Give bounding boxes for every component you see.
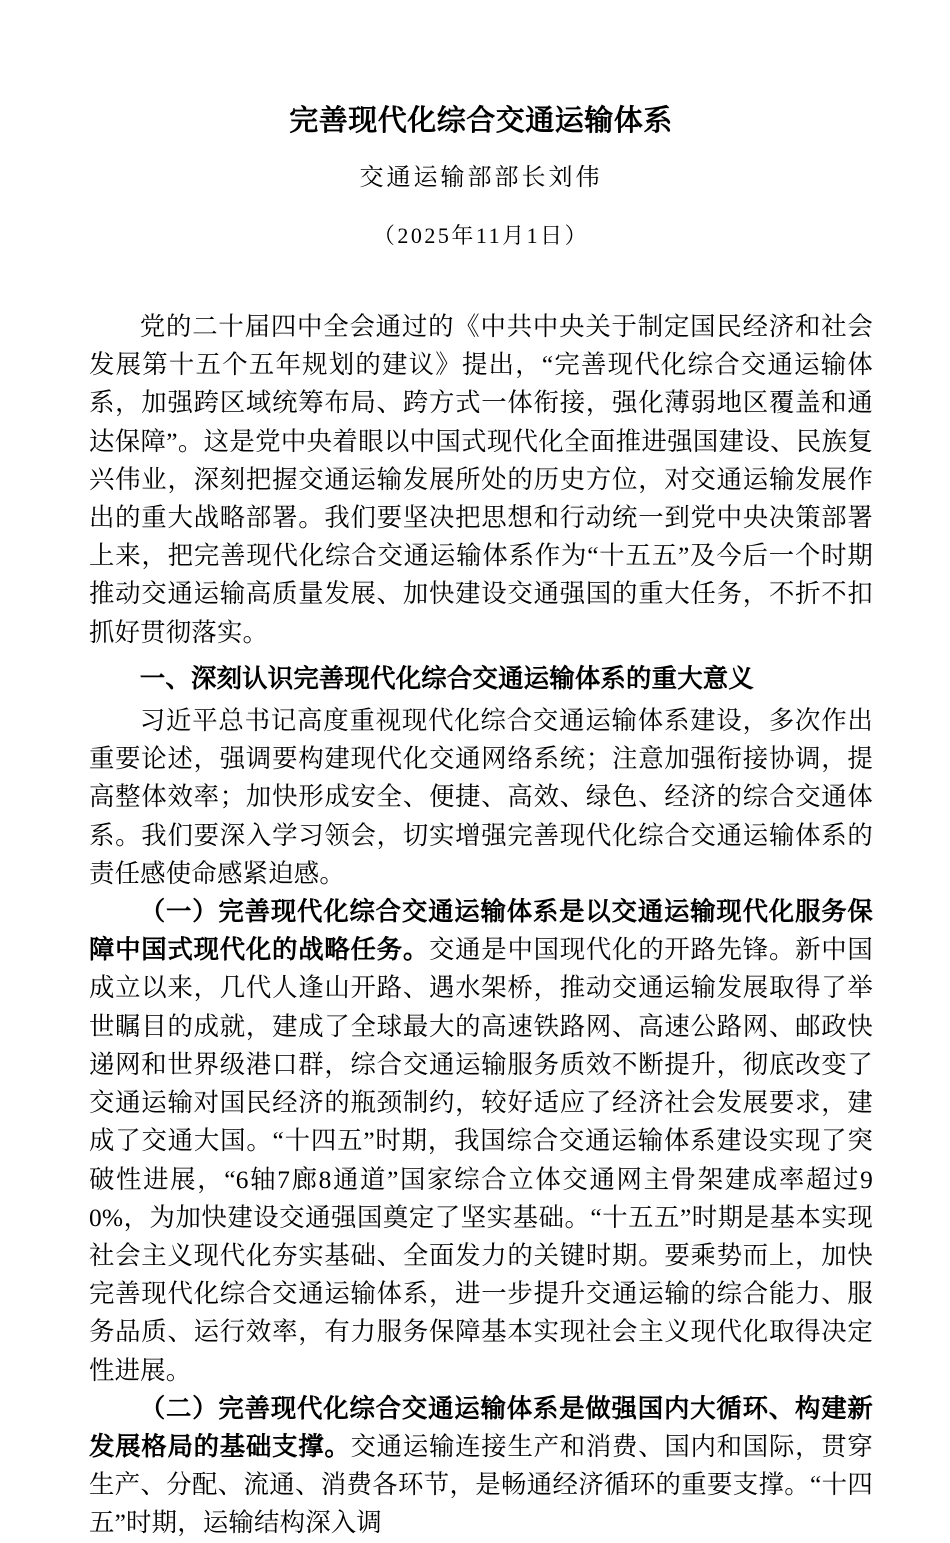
- subsection-2-body: 交通运输连接生产和消费、国内和国际，贯穿生产、分配、流通、消费各环节，是畅通经济循环的重要支撑。“十四五”时期，运输结构深入调: [89, 1432, 874, 1538]
- section-heading-1: 一、深刻认识完善现代化综合交通运输体系的重大意义: [139, 664, 754, 693]
- page-content-column: [89, 0, 873, 1543]
- subsection-1-body: 交通是中国现代化的开路先锋。新中国成立以来，几代人逢山开路、遇水架桥，推动交通运输发展取得了举世瞩目的成就，建成了全球最大的高速铁路网、高速公路网、邮政快递网和世界级港口群，综合交通运输服务质效不断提升，彻底改变了交通运输对国民经济的瓶颈制约，较好适应了经济社会发展要求，建成了交通大国。“十四五”时期，我国综合交通运输体系建设实现了突破性进展，“6轴7廊8通道”国家综合立体交通网主骨架建成率超过90%，为加快建设交通强国奠定了坚实基础。“十五五”时期是基本实现社会主义现代化夯实基础、全面发力的关键时期。要乘势而上，加快完善现代化综合交通运输体系，进一步提升交通运输的综合能力、服务品质、运行效率，有力服务保障基本实现社会主义现代化取得决定性进展。: [89, 936, 873, 1385]
- paragraph-opening: 党的二十届四中全会通过的《中共中央关于制定国民经济和社会发展第十五个五年规划的建议》提出，“完善现代化综合交通运输体系，加强跨区域统筹布局、跨方式一体衔接，强化薄弱地区覆盖和通达保障”。这是党中央着眼以中国式现代化全面推进强国建设、民族复兴伟业，深刻把握交通运输发展所处的历史方位，对交通运输发展作出的重大战略部署。我们要坚决把思想和行动统一到党中央决策部署上来，把完善现代化综合交通运输体系作为“十五五”及今后一个时期推动交通运输高质量发展、加快建设交通强国的重大任务，不折不扣抓好贯彻落实。: [89, 313, 873, 647]
- paragraph-subsection-1: [89, 893, 873, 1390]
- subsection-1-lead: （一）完善现代化综合交通运输体系是以交通运输现代化服务保障中国式现代化的战略任务。: [89, 898, 873, 965]
- publication-date: （2025年11月1日）: [372, 223, 590, 249]
- author-byline: 交通运输部部长刘伟: [359, 165, 603, 192]
- document-body: [89, 251, 873, 1543]
- paragraph-section1-intro: 习近平总书记高度重视现代化综合交通运输体系建设，多次作出重要论述，强调要构建现代化交通网络系统；注意加强衔接协调，提高整体效率；加快形成安全、便捷、高效、绿色、经济的综合交通体系。我们要深入学习领会，切实增强完善现代化综合交通运输体系的责任感使命感紧迫感。: [89, 707, 873, 888]
- subsection-2-lead: （二）完善现代化综合交通运输体系是做强国内大循环、构建新发展格局的基础支撑。: [89, 1394, 873, 1461]
- page-title: 完善现代化综合交通运输体系: [289, 105, 673, 137]
- paragraph-subsection-2: [89, 1390, 873, 1543]
